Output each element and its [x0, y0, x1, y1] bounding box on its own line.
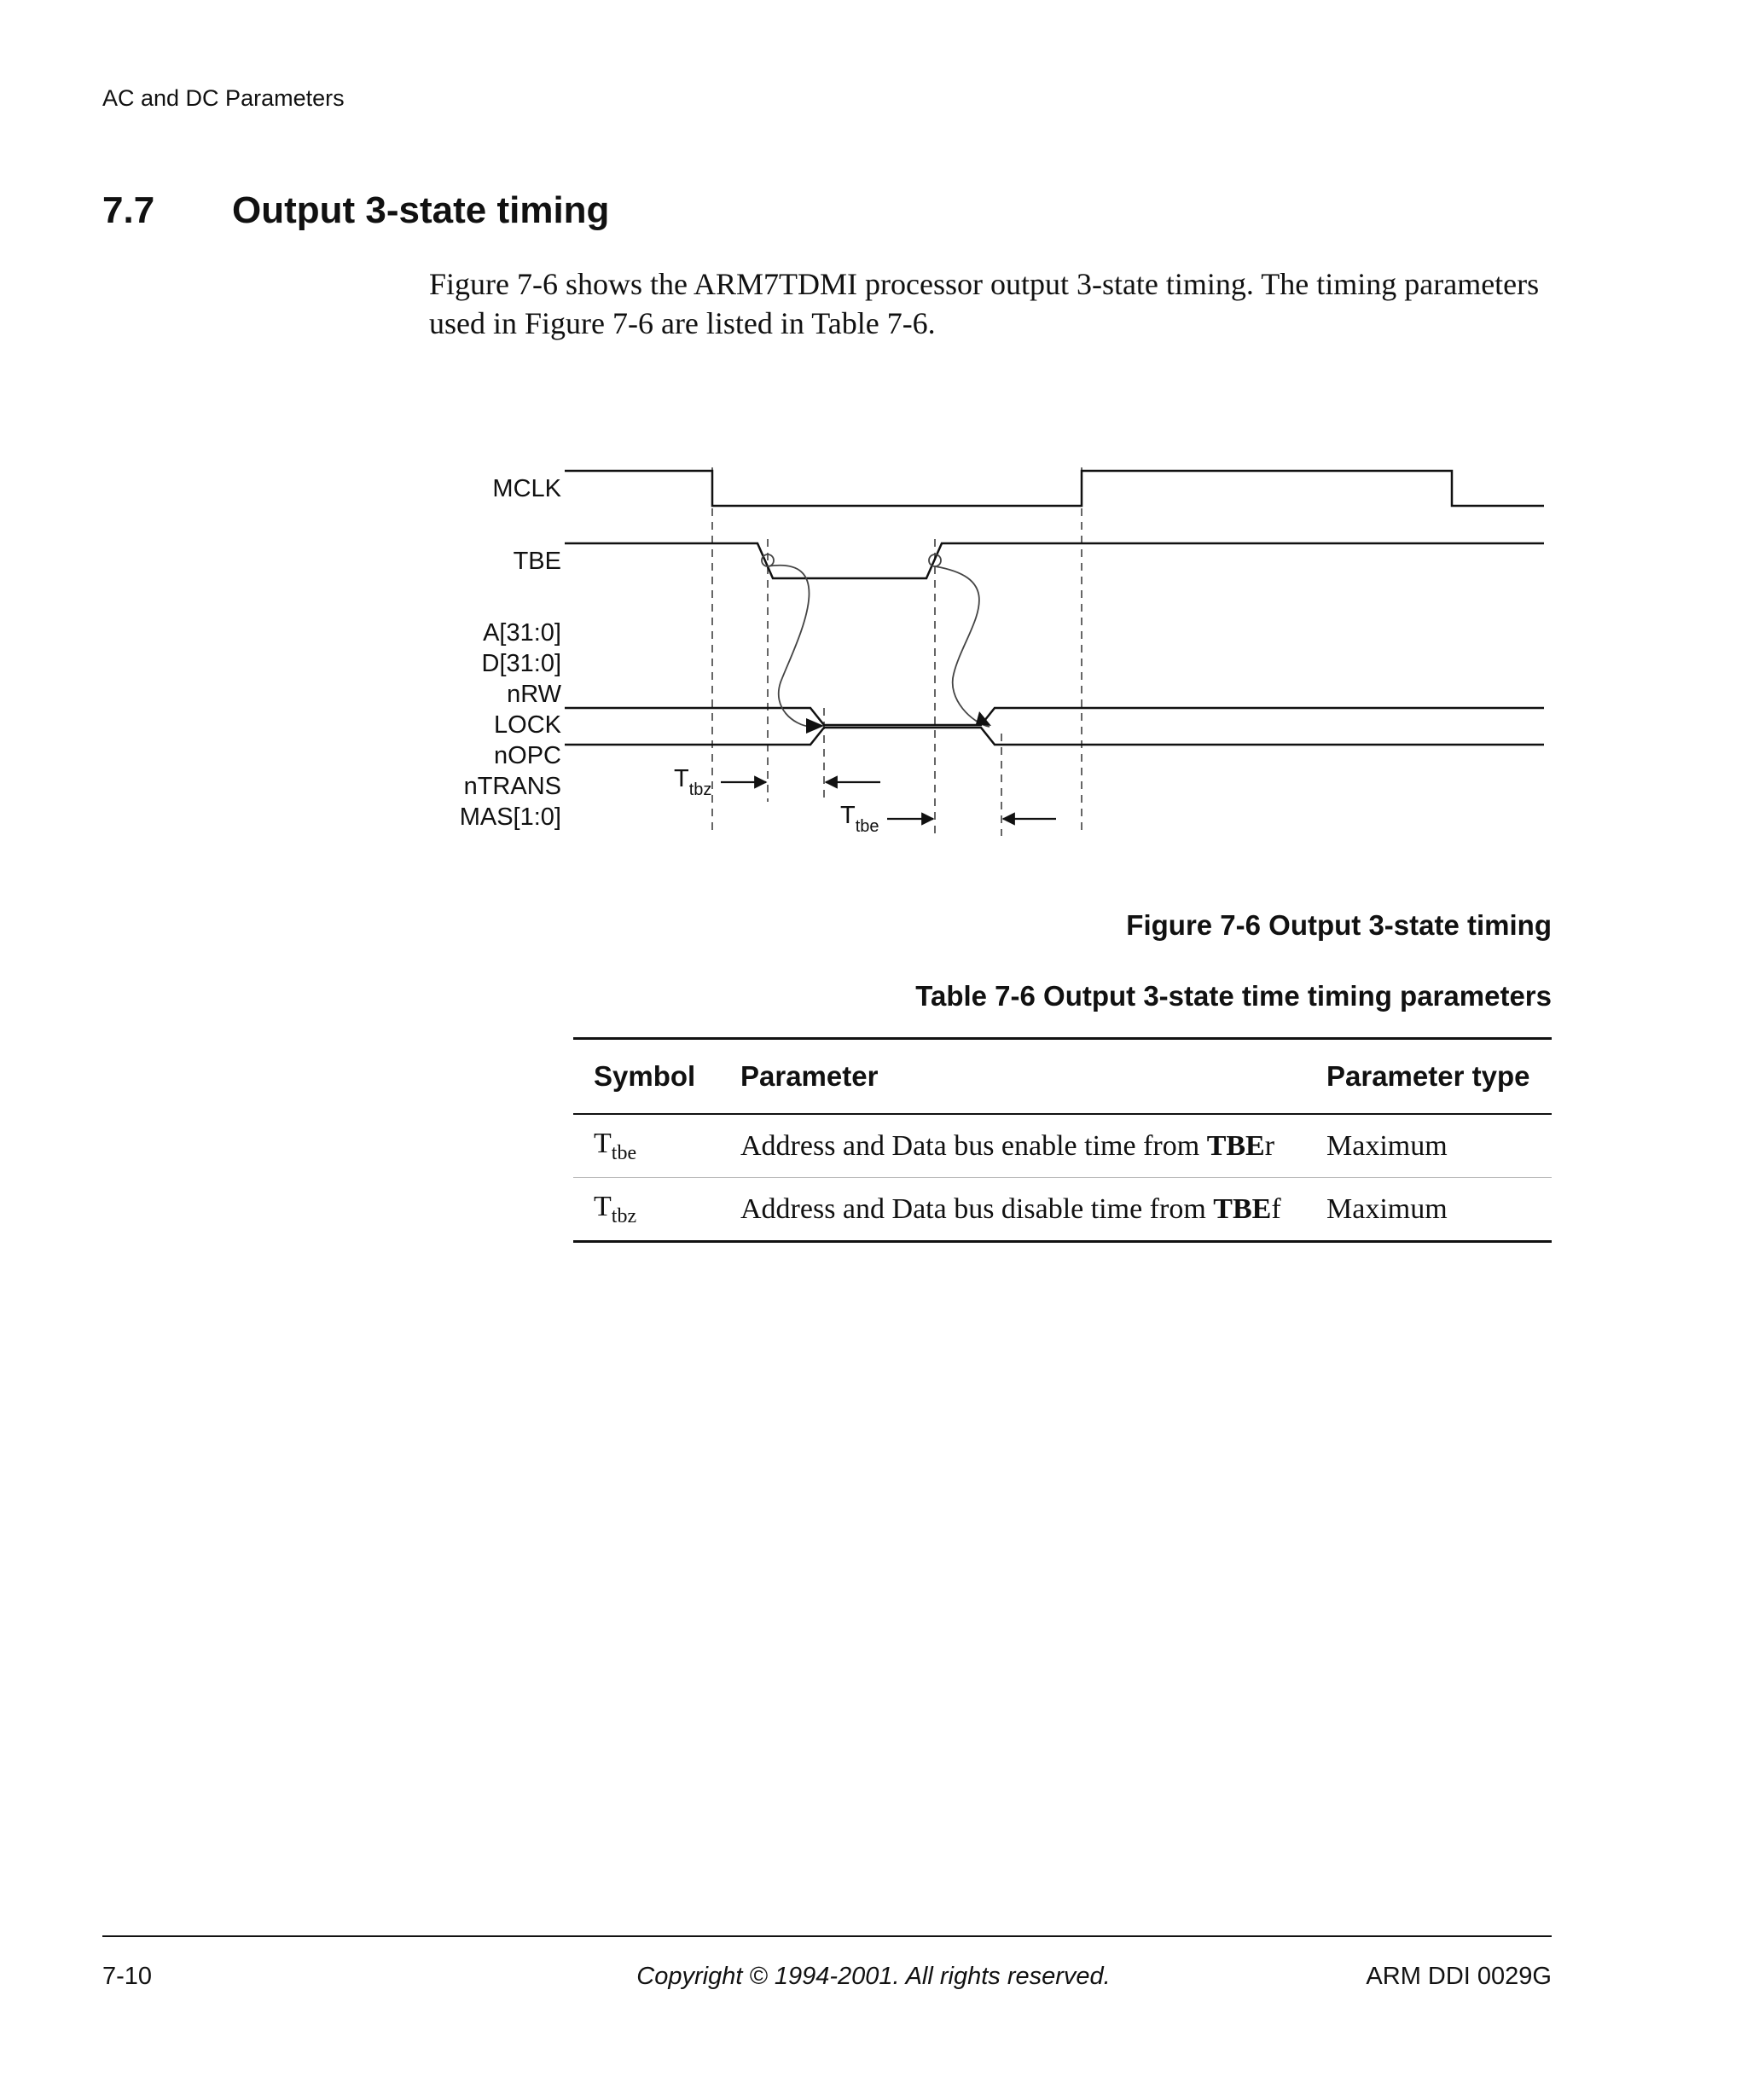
signal-label-nopc: nOPC: [494, 742, 561, 769]
section-title: Output 3-state timing: [232, 189, 610, 231]
symbol-cell: $T_{tbe}$: [573, 1114, 720, 1178]
parameter-type-cell: Maximum: [1306, 1114, 1552, 1178]
table-header-row: [573, 1039, 1552, 1115]
signal-label-ntrans: nTRANS: [463, 773, 561, 800]
figure-caption: Figure 7-6 Output 3-state timing: [1126, 909, 1552, 941]
table-caption: Table 7-6 Output 3-state time timing parameters: [915, 980, 1552, 1012]
timing-diagram: [0, 0, 1747, 853]
symbol-cell: $T_{tbz}$: [573, 1178, 720, 1242]
intro-paragraph: Figure 7-6 shows the ARM7TDMI processor output 3-state timing. The timing parameters used in Figure 7-6 are listed in Table 7-6.: [429, 267, 1540, 340]
signal-label-mas: MAS[1:0]: [459, 803, 561, 831]
section-number: 7.7: [102, 189, 155, 231]
table-row: [573, 1114, 1552, 1178]
column-header-parameter-type: Parameter type: [1306, 1039, 1552, 1115]
ttbe-label: $T_{tbe}$: [840, 802, 879, 836]
page-number: 7-10: [102, 1963, 153, 1990]
copyright-notice: Copyright © 1994-2001. All rights reserved.: [636, 1963, 1111, 1990]
document-id: ARM DDI 0029G: [1366, 1963, 1552, 1990]
causality-arrow-enable: [935, 566, 990, 727]
parameter-type-cell: Maximum: [1306, 1178, 1552, 1242]
column-header-symbol: Symbol: [573, 1039, 720, 1115]
ttbz-label: $T_{tbz}$: [674, 765, 712, 799]
timing-parameters-table: [573, 1037, 1552, 1243]
column-header-parameter: Parameter: [720, 1039, 1306, 1115]
mclk-waveform: [565, 471, 1544, 506]
parameter-cell: Address and Data bus enable time from TBEr: [720, 1114, 1306, 1178]
tbe-waveform: [565, 543, 1544, 578]
running-header: AC and DC Parameters: [102, 85, 345, 111]
footer-rule: [102, 1935, 1552, 1937]
signal-label-d: D[31:0]: [481, 650, 561, 677]
signal-label-nrw: nRW: [507, 681, 561, 708]
signal-label-mclk: MCLK: [492, 475, 561, 502]
signal-label-lock: LOCK: [494, 711, 561, 739]
parameter-cell: Address and Data bus disable time from TBEf: [720, 1178, 1306, 1242]
causality-arrow-disable: [768, 566, 810, 727]
signal-label-a: A[31:0]: [483, 619, 561, 647]
signal-label-tbe: TBE: [513, 548, 561, 575]
table-row: [573, 1178, 1552, 1242]
